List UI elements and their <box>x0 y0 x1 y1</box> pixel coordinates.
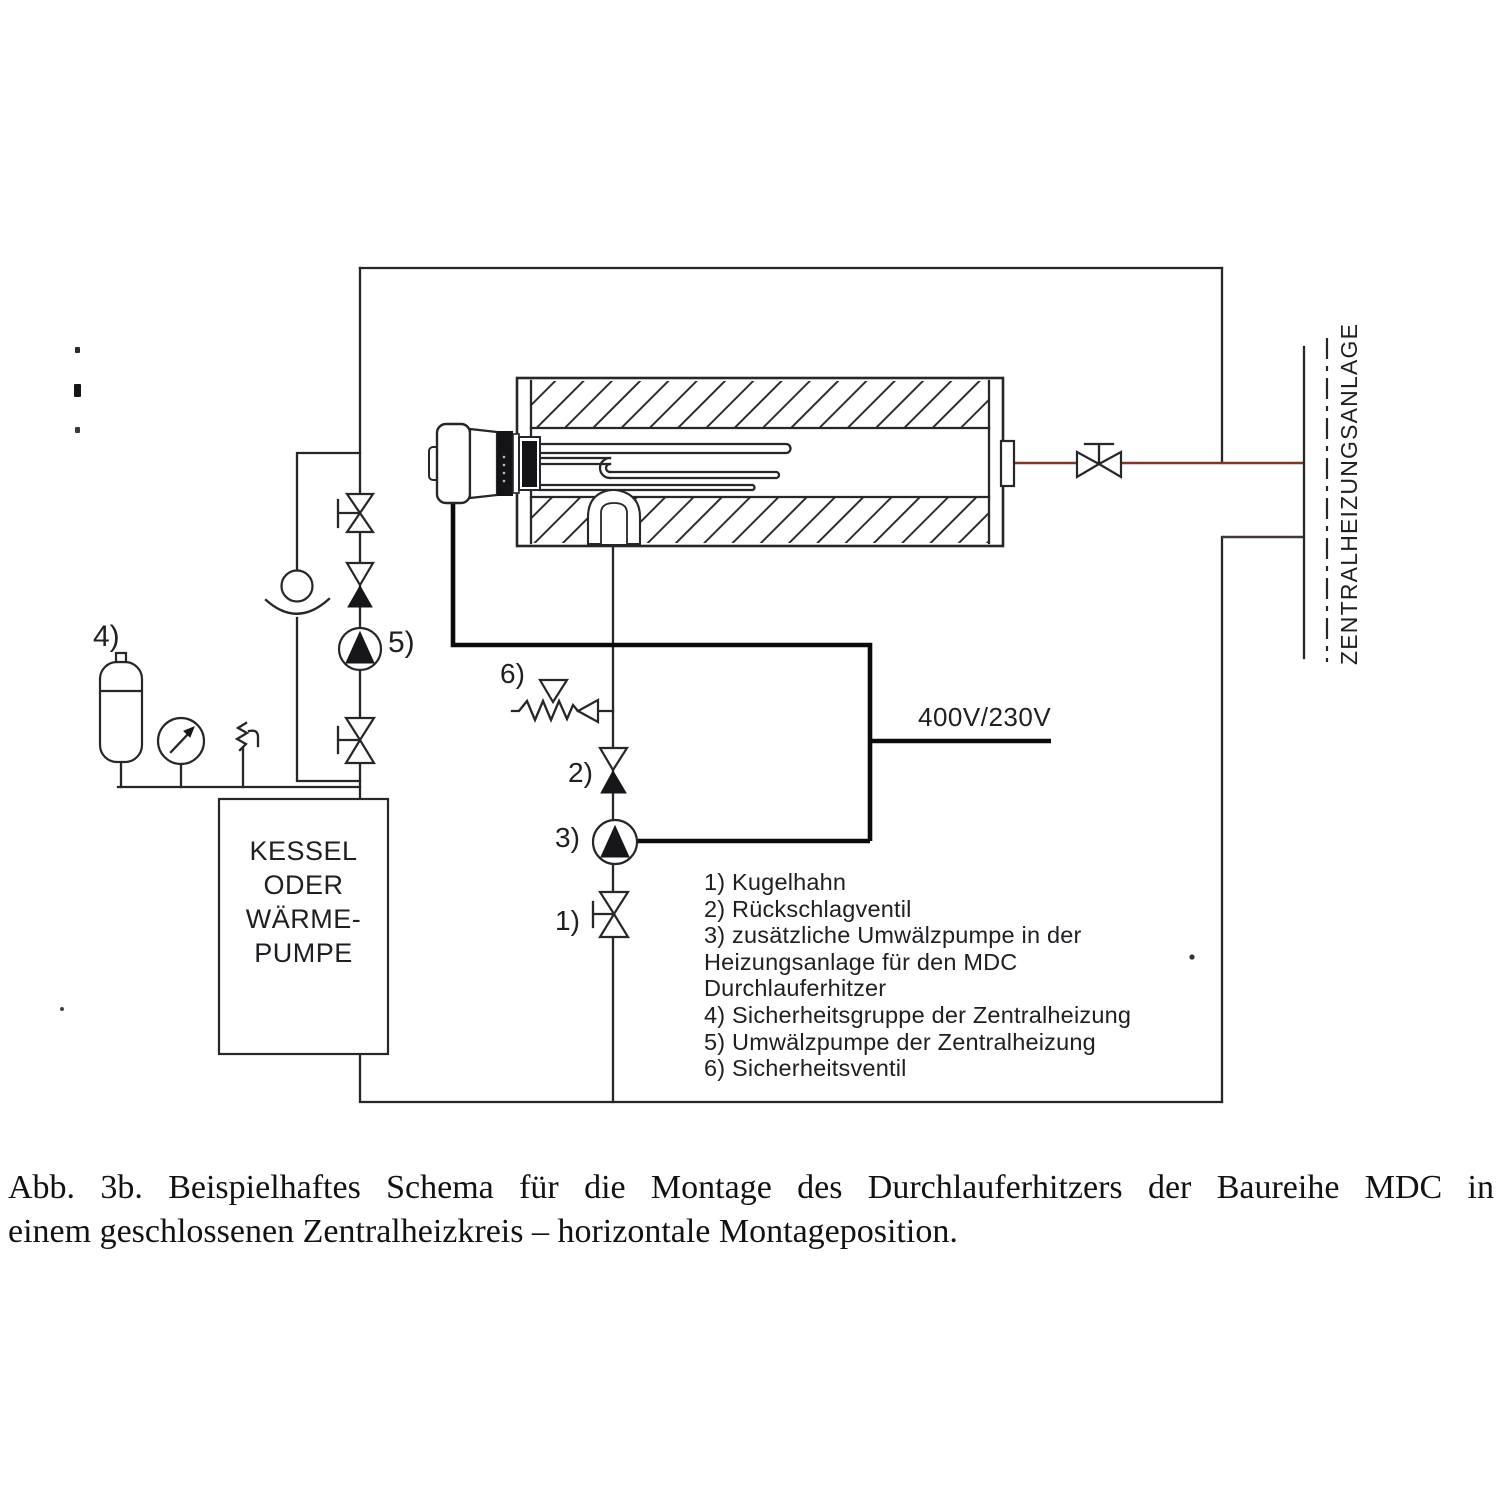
legend <box>704 869 1131 1082</box>
central-heating-interface <box>1012 338 1327 662</box>
kessel-line: PUMPE <box>254 938 353 968</box>
check-valve-left-symbol <box>347 563 373 607</box>
label-pump-5: 5) <box>388 626 415 659</box>
expansion-vessel-symbol <box>100 653 142 762</box>
label-ball-valve-1: 1) <box>555 905 580 936</box>
label-safety-valve-6: 6) <box>500 658 525 689</box>
legend-line: Durchlauferhitzer <box>704 975 887 1002</box>
ball-valve-left-symbol <box>338 494 373 532</box>
kessel-line: WÄRME- <box>245 904 362 934</box>
voltage-label: 400V/230V <box>918 702 1052 732</box>
heater-outlet-port <box>1001 441 1014 486</box>
ball-valve-1-symbol <box>593 892 628 937</box>
kessel-box-label <box>219 834 388 970</box>
check-valve-2-symbol <box>600 748 627 793</box>
pump-3-symbol <box>593 820 637 864</box>
label-safety-group-4: 4) <box>93 620 120 653</box>
insulation-hatch-top <box>531 381 989 428</box>
kessel-line: ODER <box>263 870 344 900</box>
supply-valve-symbol <box>1077 444 1121 477</box>
kessel-line: KESSEL <box>249 836 358 866</box>
drain-vent-symbol <box>237 723 258 750</box>
heater-assembly <box>429 378 1014 546</box>
valve-left-lower-symbol <box>338 718 374 763</box>
figure-caption <box>8 1166 1494 1254</box>
legend-line: 5) Umwälzpumpe der Zentralheizung <box>704 1028 1096 1055</box>
legend-line: 4) Sicherheitsgruppe der Zentralheizung <box>704 1001 1132 1028</box>
legend-line: 2) Rückschlagventil <box>704 895 912 922</box>
legend-line: 1) Kugelhahn <box>704 869 847 895</box>
legend-line: Heizungsanlage für den MDC <box>704 948 1018 975</box>
pressure-gauge-symbol <box>158 718 204 764</box>
central-heating-label: ZENTRALHEIZUNGSANLAGE <box>1336 322 1362 665</box>
caption-line-2: einem geschlossenen Zentralheizkreis – horizontale Montageposition. <box>8 1213 958 1250</box>
electric-lines <box>453 502 1051 841</box>
legend-line: 6) Sicherheitsventil <box>704 1055 907 1082</box>
air-vent-symbol <box>266 571 329 614</box>
caption-line-1: Abb. 3b. Beispielhaftes Schema für die Montage des Durchlauferhitzers der Baureihe MDC in <box>8 1169 1494 1206</box>
label-check-valve-2: 2) <box>568 757 593 788</box>
label-pump-3: 3) <box>555 822 580 853</box>
legend-line: 3) zusätzliche Umwälzpumpe in der <box>704 922 1082 949</box>
pump-5-symbol <box>339 628 381 670</box>
